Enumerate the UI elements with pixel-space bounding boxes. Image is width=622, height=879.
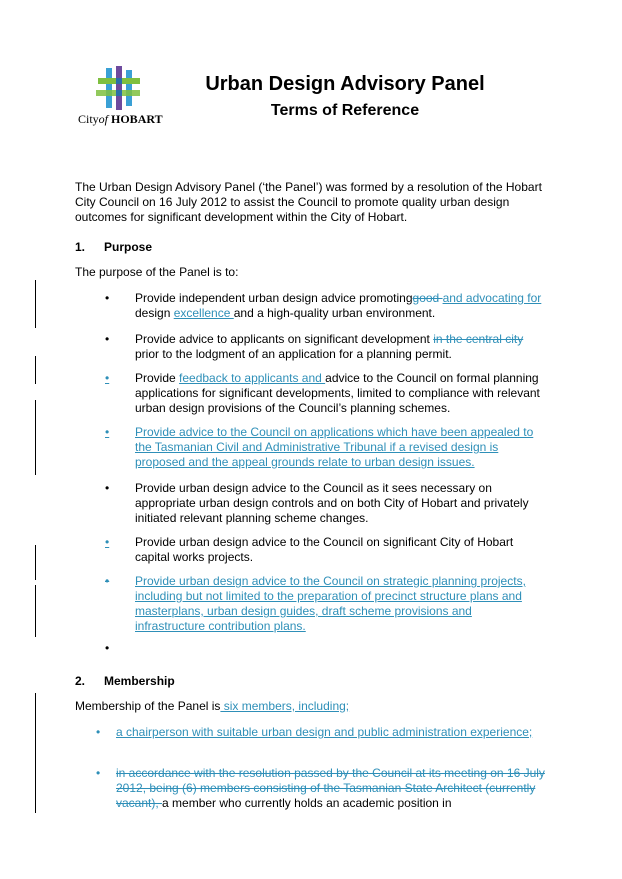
change-bar	[35, 585, 36, 637]
text-run: Provide	[135, 371, 180, 385]
deleted-text: in accordance with the resolution passed by the Council at its meeting on 16 July 2012, being (6) members consisting of the Tasmanian State Architect (currently vacant),	[116, 766, 545, 810]
text-run: Provide urban design advice to the Council on significant City of Hobart capital works projects.	[135, 535, 514, 564]
text-run: a member who currently holds an academic position in	[162, 796, 452, 810]
inserted-text: Provide urban design advice to the Council on strategic planning projects, including but not limited to the preparation of precinct structure plans and masterplans, urban design guides, draft scheme provisions and infrastructure contribution plans.	[135, 574, 526, 633]
list-item	[105, 535, 545, 565]
list-item	[105, 425, 545, 470]
text-run: design	[135, 306, 174, 320]
text-run: prior to the lodgment of an application for a planning permit.	[135, 347, 452, 361]
list-item	[105, 332, 545, 362]
logo-city: City	[78, 112, 99, 126]
section-heading-purpose	[75, 240, 152, 255]
change-bar	[35, 693, 36, 813]
document-title: Urban Design Advisory Panel	[205, 73, 485, 95]
inserted-text: Provide advice to the Council on applications which have been appealed to the Tasmanian Civil and Administrative Tribunal if a revised design is proposed and the appeal grounds relate to urban design issues.	[135, 425, 534, 469]
section-number: 2.	[75, 674, 86, 688]
bullet-mark: •	[105, 371, 110, 385]
bullet-mark: •	[105, 291, 110, 305]
inserted-text: and advocating for	[442, 291, 542, 305]
inserted-text: a chairperson with suitable urban design and public administration experience;	[116, 725, 533, 739]
text-run: and a high-quality urban environment.	[233, 306, 436, 320]
text-run: Provide independent urban design advice promoting	[135, 291, 413, 305]
bullet-mark: •	[105, 425, 110, 439]
deleted-text: good	[412, 291, 443, 305]
list-item	[105, 574, 545, 634]
logo-of: of	[98, 112, 109, 126]
logo-wordmark	[78, 112, 163, 127]
section-title: Purpose	[104, 240, 153, 254]
text-run: Membership of the Panel is	[75, 699, 221, 713]
change-bar	[35, 400, 36, 475]
inserted-text: feedback to applicants and	[179, 371, 326, 385]
logo-name: HOBART	[111, 112, 163, 126]
change-bar	[35, 356, 36, 384]
bullet-mark: •	[105, 481, 110, 495]
change-bar	[35, 280, 36, 328]
text-run: Provide urban design advice to the Council as it sees necessary on appropriate urban design controls and on both City of Hobart and privately initiated relevant planning scheme changes.	[135, 481, 529, 525]
text-run: advice to the Council on formal planning applications for significant developments, limited to compliance with relevant urban design provisions of the Council’s planning schemes.	[135, 371, 540, 415]
section-title: Membership	[104, 674, 175, 688]
bullet-mark: •	[105, 641, 110, 655]
list-item	[105, 481, 545, 526]
bullet-mark: •	[105, 332, 110, 346]
list-item	[105, 371, 545, 416]
list-item	[96, 766, 546, 811]
list-item	[96, 725, 546, 740]
purpose-lead: The purpose of the Panel is to:	[75, 265, 239, 279]
section-number: 1.	[75, 240, 86, 254]
list-item	[105, 291, 545, 321]
bullet-mark: •	[105, 535, 110, 549]
bullet-mark: •	[105, 574, 110, 588]
bullet-mark: •	[96, 766, 101, 780]
membership-lead	[75, 699, 545, 714]
bullet-mark: •	[96, 725, 101, 739]
city-of-hobart-logo	[78, 66, 168, 132]
deleted-text: in the central city	[433, 332, 524, 346]
inserted-text: six members, including;	[220, 699, 350, 713]
inserted-text: excellence	[173, 306, 234, 320]
document-subtitle: Terms of Reference	[270, 102, 420, 119]
section-heading-membership	[75, 674, 175, 689]
hobart-cross-logo-icon	[96, 66, 142, 110]
intro-paragraph: The Urban Design Advisory Panel (‘the Panel’) was formed by a resolution of the Hobart City Council on 16 July 2012 to assist the Council to promote quality urban design outcomes for significant development within the City of Hobart.	[75, 180, 542, 224]
change-bar	[35, 545, 36, 580]
text-run: Provide advice to applicants on significant development	[135, 332, 434, 346]
